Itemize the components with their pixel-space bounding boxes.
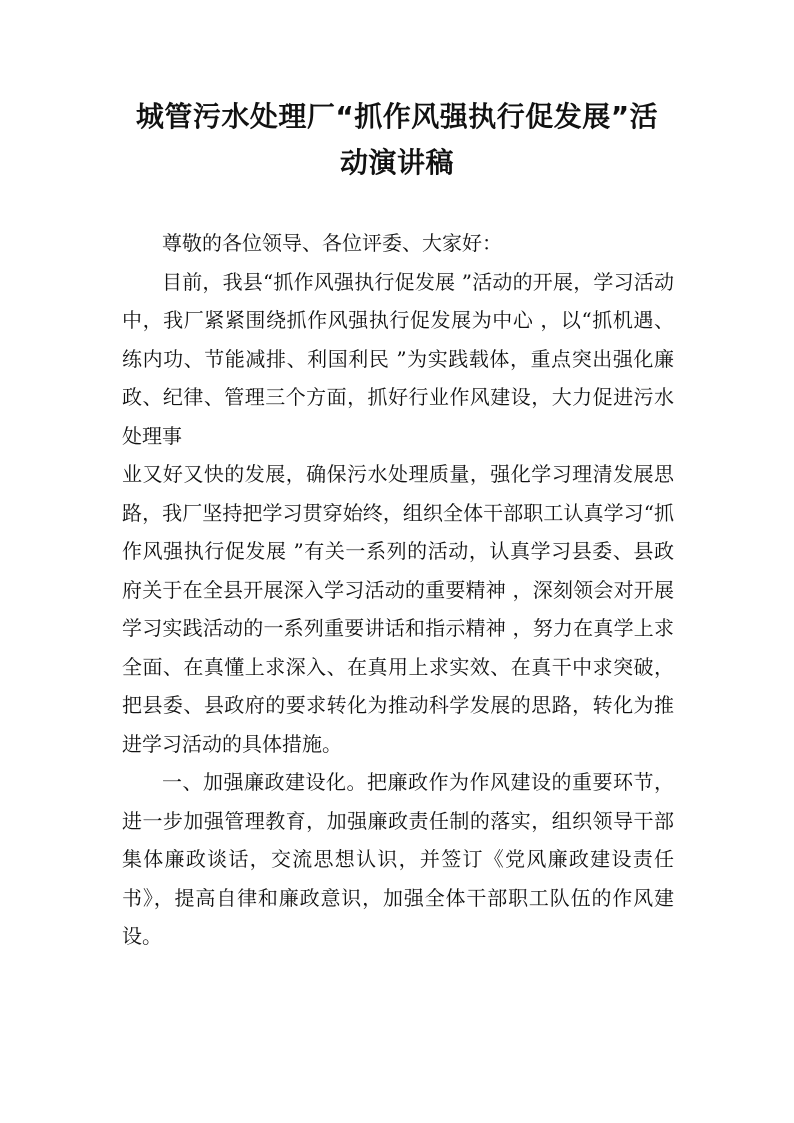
title-line-2: 动演讲稿 bbox=[339, 146, 454, 179]
continuation-paragraph: 业又好又快的发展，确保污水处理质量，强化学习理清发展思路，我厂坚持把学习贯穿始终，组织全体干部职工认真学习“抓作风强执行促发展 ”有关一系列的活动，认真学习县委、县政府关于在全县开展深入学习活动的重要精神 ，深刻领会对开展学习实践活动的一系列重要讲话和指示精神 ，努力在真学上求全面、在真懂上求深入、在真用上求实效、在真干中求突破，把县委、县政府的要求转化为推动科学发展的思路，转化为推进学习活动的具体措施。 bbox=[122, 462, 674, 756]
greeting-paragraph: 尊敬的各位领导、各位评委、大家好： bbox=[162, 231, 502, 255]
document-body bbox=[122, 224, 674, 956]
intro-paragraph: 目前，我县“抓作风强执行促发展 ”活动的开展，学习活动中，我厂紧紧围绕抓作风强执行促发展为中心 ，以“抓机遇、练内功、节能减排、利国利民 ”为实践载体，重点突出强化廉政、纪律、管理三个方面，抓好行业作风建设，大力促进污水处理事 bbox=[122, 269, 674, 448]
section-one-paragraph: 一、加强廉政建设化。把廉政作为作风建设的重要环节，进一步加强管理教育，加强廉政责任制的落实，组织领导干部集体廉政谈话，交流思想认识，并签订《党风廉政建设责任书》，提高自律和廉政意识，加强全体干部职工队伍的作风建设。 bbox=[122, 770, 674, 948]
title-line-1: 城管污水处理厂“抓作风强执行促发展”活 bbox=[135, 100, 659, 133]
document-title bbox=[110, 94, 684, 186]
